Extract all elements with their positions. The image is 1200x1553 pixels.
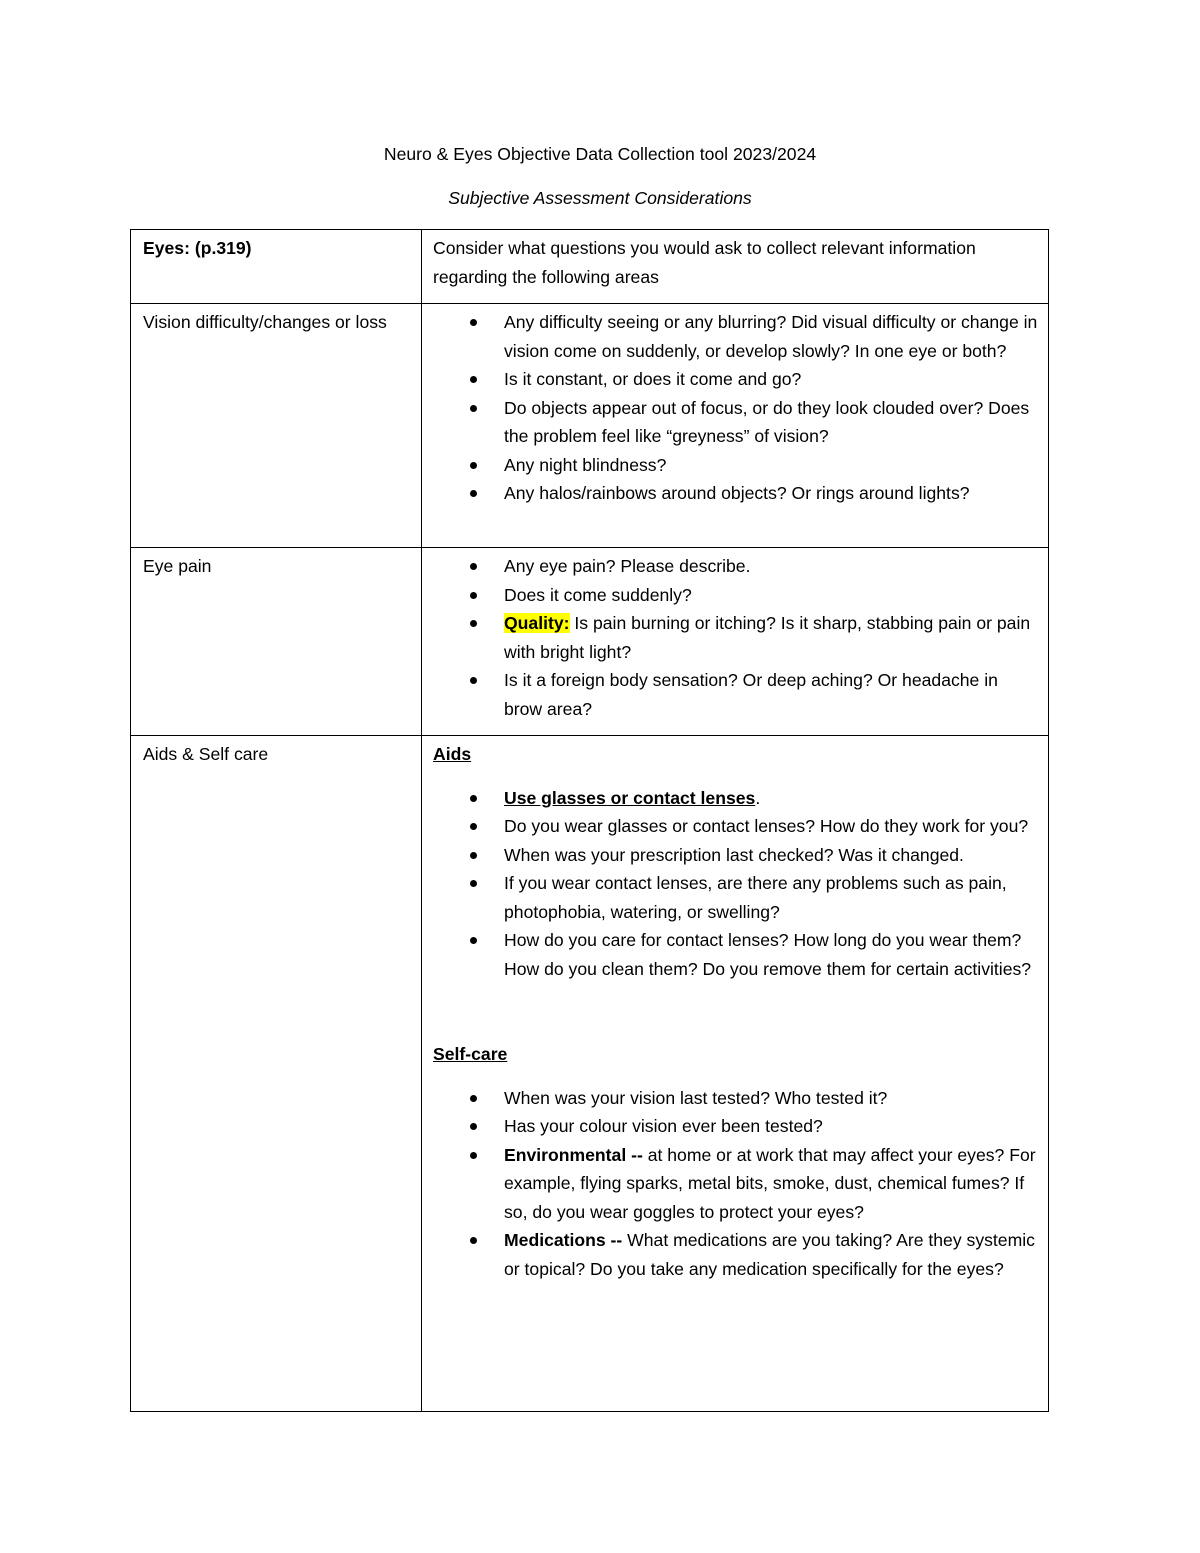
aids-self-care-label: Aids & Self care: [143, 744, 269, 764]
bullet-icon: [470, 823, 477, 830]
list-item: Does it come suddenly?: [433, 581, 1038, 610]
header-right-cell: [422, 230, 1049, 304]
aids-heading: Aids: [433, 744, 472, 764]
list-item: Do you wear glasses or contact lenses? How do they work for you?: [433, 812, 1038, 841]
table-row-aids-self-care: [131, 736, 1049, 1412]
aids-question-list: [433, 784, 1038, 984]
bullet-icon: [470, 376, 477, 383]
bullet-icon: [470, 880, 477, 887]
instruction-text: Consider what questions you would ask to collect relevant information regarding the following areas: [433, 238, 976, 287]
table-row-vision: [131, 304, 1049, 548]
assessment-table: [130, 229, 1049, 1412]
list-item: Any halos/rainbows around objects? Or rings around lights?: [433, 479, 1038, 508]
header-left-cell: [131, 230, 422, 304]
list-item: Has your colour vision ever been tested?: [433, 1112, 1038, 1141]
vision-question-list: [433, 308, 1038, 508]
bullet-icon: [470, 677, 477, 684]
document-subtitle: Subjective Assessment Considerations: [448, 188, 752, 208]
list-item: Any night blindness?: [433, 451, 1038, 480]
vision-label: Vision difficulty/changes or loss: [143, 312, 387, 332]
bullet-icon: [470, 405, 477, 412]
bullet-icon: [470, 592, 477, 599]
quality-highlight: Quality:: [504, 613, 570, 633]
eye-pain-question-list: [433, 552, 1038, 723]
list-item: Any eye pain? Please describe.: [433, 552, 1038, 581]
bullet-icon: [470, 1152, 477, 1159]
bullet-icon: [470, 852, 477, 859]
list-item: Do objects appear out of focus, or do they look clouded over? Does the problem feel like “greyness” of vision?: [433, 394, 1038, 451]
table-header-row: [131, 230, 1049, 304]
list-item: If you wear contact lenses, are there any problems such as pain, photophobia, watering, or swelling?: [433, 869, 1038, 926]
list-item: When was your vision last tested? Who tested it?: [433, 1084, 1038, 1113]
bullet-icon: [470, 563, 477, 570]
table-row-eye-pain: [131, 548, 1049, 736]
bullet-icon: [470, 1123, 477, 1130]
eye-pain-label: Eye pain: [143, 556, 212, 576]
eyes-heading: Eyes: (p.319): [143, 238, 252, 258]
list-item: Medications -- What medications are you taking? Are they systemic or topical? Do you take any medication specifically for the eyes?: [433, 1226, 1038, 1283]
list-item: Is it constant, or does it come and go?: [433, 365, 1038, 394]
list-item: When was your prescription last checked? Was it changed.: [433, 841, 1038, 870]
list-item: How do you care for contact lenses? How long do you wear them? How do you clean them? Do you remove them for certain activities?: [433, 926, 1038, 983]
list-item: Environmental -- at home or at work that may affect your eyes? For example, flying sparks, metal bits, smoke, dust, chemical fumes? If so, do you wear goggles to protect your eyes?: [433, 1141, 1038, 1227]
document-title: Neuro & Eyes Objective Data Collection tool 2023/2024: [383, 144, 817, 164]
self-care-heading: Self-care: [433, 1044, 508, 1064]
list-item: Use glasses or contact lenses.: [433, 784, 1038, 813]
bullet-icon: [470, 795, 477, 802]
list-item: Any difficulty seeing or any blurring? Did visual difficulty or change in vision come on suddenly, or develop slowly? In one eye or both?: [433, 308, 1038, 365]
list-item: Quality: Is pain burning or itching? Is it sharp, stabbing pain or pain with bright light?: [433, 609, 1038, 666]
list-item: Is it a foreign body sensation? Or deep aching? Or headache in brow area?: [433, 666, 1038, 723]
self-care-question-list: [433, 1084, 1038, 1284]
bullet-icon: [470, 462, 477, 469]
bullet-icon: [470, 620, 477, 627]
bullet-icon: [470, 1095, 477, 1102]
bullet-icon: [470, 319, 477, 326]
bullet-icon: [470, 490, 477, 497]
bullet-icon: [470, 1237, 477, 1244]
bullet-icon: [470, 937, 477, 944]
